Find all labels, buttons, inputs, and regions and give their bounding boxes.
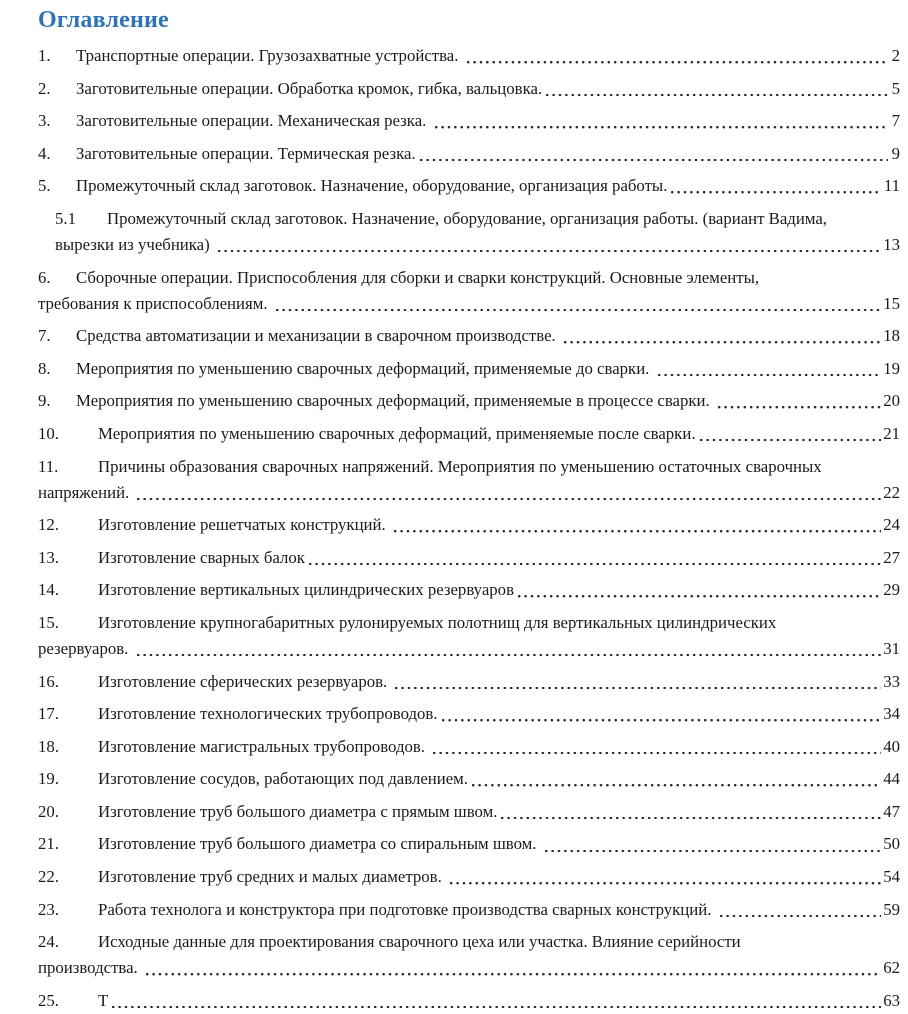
toc-entry-6[interactable] [38, 265, 900, 317]
dot-leader [275, 308, 881, 312]
toc-entry-title: вырезки из учебника) [55, 234, 214, 254]
toc-page-number: 31 [883, 638, 900, 658]
toc-entry-24[interactable] [38, 929, 900, 981]
toc-entry-21[interactable] [38, 831, 900, 857]
toc-entry-line [38, 480, 900, 506]
toc-entry-line [38, 799, 900, 825]
toc-entry-line [38, 206, 900, 232]
toc-page-number: 54 [883, 867, 900, 887]
toc-entry-number: 7. [38, 326, 51, 346]
toc-entry-title: Мероприятия по уменьшению сварочных деформаций, применяемые в процессе сварки. [76, 391, 714, 411]
toc-entry-title: Изготовление труб большого диаметра с прямым швом. [98, 801, 498, 821]
toc-entry-line [38, 388, 900, 414]
toc-entry-number: 14. [38, 580, 59, 600]
toc-entry-title: производства. [38, 958, 142, 978]
toc-entry-line [38, 929, 900, 955]
toc-entry-number: 20. [38, 801, 59, 821]
toc-entry-11[interactable] [38, 454, 900, 506]
dot-leader [699, 438, 882, 442]
toc-entry-title: Изготовление труб большого диаметра со спиральным швом. [98, 834, 541, 854]
toc-entry-number: 16. [38, 671, 59, 691]
toc-entry-line [38, 669, 900, 695]
toc-entry-2[interactable] [38, 76, 900, 102]
dot-leader [419, 158, 888, 162]
toc-entry-line [38, 356, 900, 382]
toc-page-number: 19 [883, 358, 900, 378]
toc-entry-line [38, 734, 900, 760]
toc-entry-12[interactable] [38, 512, 900, 538]
toc-entry-title: Т [98, 990, 109, 1010]
toc-entry-3[interactable] [38, 108, 900, 134]
toc-entry-number: 11. [38, 456, 59, 476]
toc-entry-number: 13. [38, 547, 59, 567]
toc-entry-title: Изготовление сосудов, работающих под давлением. [98, 769, 468, 789]
toc-entry-title: Изготовление сферических резервуаров. [98, 671, 392, 691]
toc-page-number: 62 [883, 958, 900, 978]
toc-entry-14[interactable] [38, 577, 900, 603]
toc-entry-13[interactable] [38, 545, 900, 571]
dot-leader [308, 562, 881, 566]
toc-entry-8[interactable] [38, 356, 900, 382]
toc-entry-9[interactable] [38, 388, 900, 414]
toc-page-number: 13 [883, 234, 900, 254]
toc-page-number: 33 [883, 671, 900, 691]
toc-entry-line [38, 636, 900, 662]
toc-page-number: 9 [891, 143, 900, 163]
toc-entry-title: Промежуточный склад заготовок. Назначение, оборудование, организация работы. [76, 176, 668, 196]
toc-entry-23[interactable] [38, 897, 900, 923]
dot-leader [717, 405, 881, 409]
toc-entry-title: резервуаров. [38, 638, 133, 658]
toc-page-number: 59 [883, 899, 900, 919]
toc-entry-number: 8. [38, 358, 51, 378]
toc-entry-line [38, 421, 900, 447]
toc-entry-number: 3. [38, 111, 51, 131]
toc-entry-number: 18. [38, 736, 59, 756]
toc-page-number: 2 [891, 46, 900, 65]
toc-entry-title: Заготовительные операции. Механическая резка. [76, 111, 431, 131]
dot-leader [145, 972, 881, 976]
dot-leader [394, 686, 881, 690]
toc-entry-line [38, 265, 900, 291]
toc-entry-line [38, 108, 900, 134]
toc-entry-number: 9. [38, 391, 51, 411]
toc-entry-line [38, 577, 900, 603]
toc-entry-number: 23. [38, 899, 59, 919]
toc-page-number: 44 [883, 769, 900, 789]
toc-heading: Оглавление [38, 7, 169, 33]
toc-entry-18[interactable] [38, 734, 900, 760]
toc-page-number: 34 [883, 704, 900, 724]
dot-leader [657, 373, 882, 377]
toc-entry-16[interactable] [38, 669, 900, 695]
toc-entry-line [38, 454, 900, 480]
toc-entry-line [38, 141, 900, 167]
toc-entry-number: 12. [38, 515, 59, 535]
toc-entry-number: 4. [38, 143, 51, 163]
dot-leader [136, 497, 881, 501]
toc-entry-line [38, 43, 900, 69]
toc-entry-title: напряжений. [38, 482, 134, 502]
dot-leader [719, 914, 882, 918]
toc-entry-7[interactable] [38, 323, 900, 349]
toc-entry-line [38, 512, 900, 538]
toc-entry-title: Причины образования сварочных напряжений. Мероприятия по уменьшению остаточных сварочных [98, 456, 822, 476]
toc-entry-number: 19. [38, 769, 59, 789]
toc-entry-line [38, 831, 900, 857]
toc-entry-line [38, 766, 900, 792]
toc-entry-title: Заготовительные операции. Обработка кромок, гибка, вальцовка. [76, 78, 543, 98]
toc-entry-25[interactable] [38, 988, 900, 1014]
toc-entry-line [38, 232, 900, 258]
dot-leader [500, 816, 881, 820]
toc-entry-number: 21. [38, 834, 59, 854]
dot-leader [563, 340, 881, 344]
dot-leader [434, 125, 888, 129]
toc-page-number: 50 [883, 834, 900, 854]
toc-page-number: 22 [883, 482, 900, 502]
toc-entry-title: Изготовление сварных балок [98, 547, 305, 567]
toc-entry-line [38, 76, 900, 102]
toc-entry-5-1[interactable] [38, 206, 900, 258]
toc-entry-title: Изготовление крупногабаритных рулонируемых полотнищ для вертикальных цилиндрических [98, 612, 777, 632]
toc-entry-20[interactable] [38, 799, 900, 825]
dot-leader [544, 849, 882, 853]
dot-leader [136, 653, 882, 657]
toc-page-number: 29 [883, 580, 900, 600]
dot-leader [517, 594, 881, 598]
toc-page-number: 47 [883, 801, 900, 821]
toc-entry-title: Заготовительные операции. Термическая резка. [76, 143, 416, 163]
toc-entry-line [38, 988, 900, 1014]
toc-page-number: 5 [891, 78, 900, 98]
toc-entry-19[interactable] [38, 766, 900, 792]
toc-entry-title: Мероприятия по уменьшению сварочных деформаций, применяемые до сварки. [76, 358, 654, 378]
toc-entry-title: Изготовление решетчатых конструкций. [98, 515, 390, 535]
toc-entry-number: 5.1 [55, 208, 76, 228]
dot-leader [466, 60, 888, 64]
dot-leader [111, 1005, 881, 1009]
toc-page-number: 18 [883, 326, 900, 346]
toc-entry-title: требования к приспособлениям. [38, 293, 272, 313]
toc-entry-title: Работа технолога и конструктора при подготовке производства сварных конструкций. [98, 899, 716, 919]
toc-entry-number: 25. [38, 990, 59, 1010]
toc-entry-title: Изготовление вертикальных цилиндрических резервуаров [98, 580, 514, 600]
toc-entry-5[interactable] [38, 173, 900, 199]
toc-entry-line [38, 897, 900, 923]
toc-entry-number: 10. [38, 423, 59, 443]
toc-entry-title: Транспортные операции. Грузозахватные устройства. [76, 46, 463, 65]
dot-leader [393, 529, 881, 533]
toc-entry-line [38, 545, 900, 571]
toc-entry-number: 22. [38, 867, 59, 887]
toc-page-number: 40 [883, 736, 900, 756]
dot-leader [670, 190, 881, 194]
toc-page-number: 27 [883, 547, 900, 567]
toc-page-number: 21 [883, 423, 900, 443]
toc-entry-15[interactable] [38, 610, 900, 662]
toc-entry-title: Мероприятия по уменьшению сварочных деформаций, применяемые после сварки. [98, 423, 696, 443]
toc-entry-title: Средства автоматизации и механизации в сварочном производстве. [76, 326, 560, 346]
toc-entry-1[interactable] [38, 43, 900, 69]
toc-page-number: 15 [883, 293, 900, 313]
toc-page-number: 11 [883, 176, 900, 196]
toc-entry-number: 6. [38, 267, 51, 287]
toc-entry-number: 1. [38, 46, 51, 65]
toc-page-number: 7 [891, 111, 900, 131]
toc-entry-title: Изготовление магистральных трубопроводов. [98, 736, 430, 756]
toc-entry-title: Промежуточный склад заготовок. Назначение, оборудование, организация работы. (вариант Вадима, [107, 208, 827, 228]
toc-entry-line [38, 955, 900, 981]
toc-entry-10[interactable] [38, 421, 900, 447]
toc-entry-22[interactable] [38, 864, 900, 890]
toc-entry-17[interactable] [38, 701, 900, 727]
toc-page-number: 24 [883, 515, 900, 535]
toc-entry-title: Изготовление технологических трубопроводов. [98, 704, 438, 724]
toc-page-number: 20 [883, 391, 900, 411]
toc-entry-line [38, 323, 900, 349]
toc-entry-4[interactable] [38, 141, 900, 167]
toc-entry-title: Сборочные операции. Приспособления для сборки и сварки конструкций. Основные элементы, [76, 267, 760, 287]
toc-entry-number: 2. [38, 78, 51, 98]
dot-leader [471, 783, 881, 787]
toc-entry-number: 24. [38, 932, 59, 952]
toc-list [38, 43, 900, 1014]
dot-leader [441, 718, 882, 722]
toc-entry-line [38, 701, 900, 727]
toc-entry-number: 5. [38, 176, 51, 196]
toc-entry-line [38, 864, 900, 890]
dot-leader [449, 881, 881, 885]
dot-leader [217, 249, 881, 253]
toc-entry-line [38, 291, 900, 317]
toc-entry-number: 15. [38, 612, 59, 632]
toc-entry-title: Изготовление труб средних и малых диаметров. [98, 867, 446, 887]
toc-entry-line [38, 610, 900, 636]
toc-entry-title: Исходные данные для проектирования сварочного цеха или участка. Влияние серийности [98, 932, 741, 952]
dot-leader [432, 751, 881, 755]
toc-entry-line [38, 173, 900, 199]
toc-page-number: 63 [883, 990, 900, 1010]
dot-leader [545, 93, 888, 97]
toc-entry-number: 17. [38, 704, 59, 724]
